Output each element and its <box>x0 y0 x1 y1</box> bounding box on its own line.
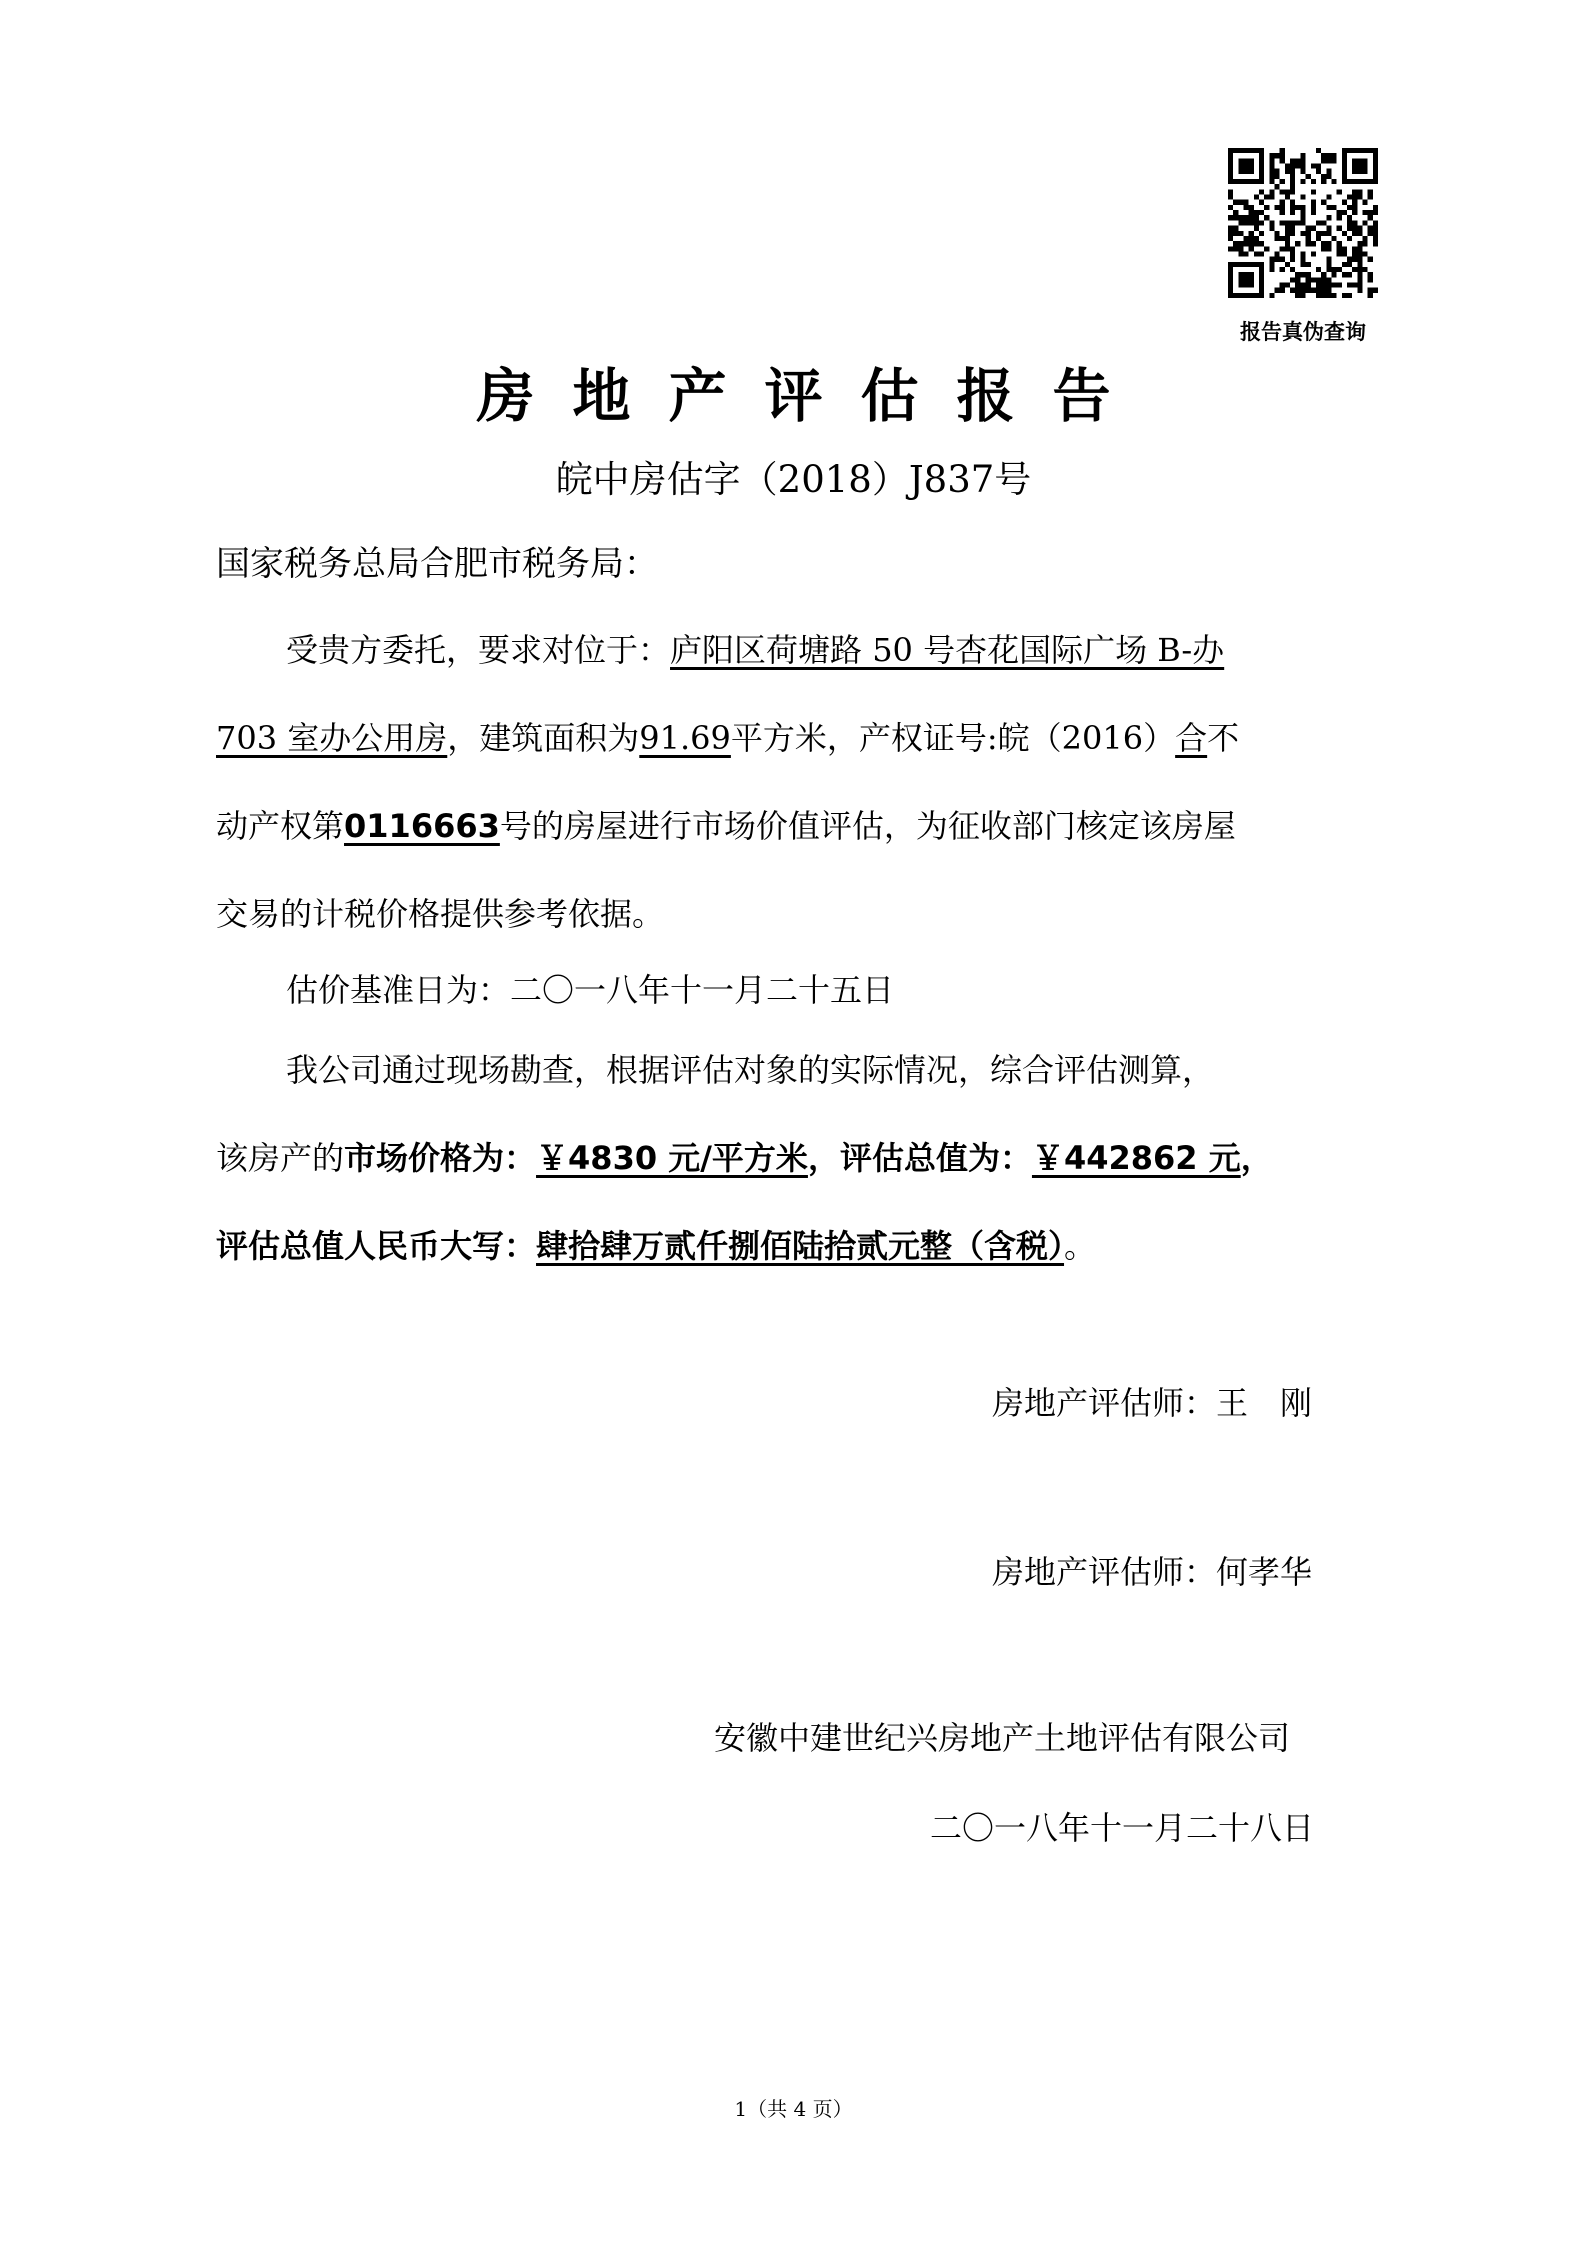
intro-text: 受贵方委托，要求对位于： <box>286 631 671 669</box>
valuation-date: 估价基准日为：二〇一八年十一月二十五日 <box>286 971 895 1009</box>
line-end: 。 <box>1064 1227 1097 1265</box>
rmb-label: 评估总值人民币大写： <box>216 1227 537 1265</box>
paragraph-line <box>216 870 1384 958</box>
property-address: 庐阳区荷塘路 50 号杏花国际广场 B-办 <box>670 631 1225 669</box>
paragraph-line: 我公司通过现场勘查，根据评估对象的实际情况，综合评估测算， <box>286 1051 1215 1089</box>
valuation-date-paragraph <box>216 946 1384 1034</box>
report-date: 二〇一八年十一月二十八日 <box>930 1809 1315 1847</box>
paragraph-line <box>216 782 1384 870</box>
total-value-label: ，评估总值为： <box>807 1139 1032 1177</box>
cert-number: 0116663 <box>344 807 500 845</box>
market-price-label: 市场价格为： <box>344 1139 537 1177</box>
paragraph-line <box>216 694 1384 782</box>
paragraph-line <box>216 1114 1384 1202</box>
area-prefix: ，建筑面积为 <box>447 719 640 757</box>
page-number: 1（共 4 页） <box>734 2097 853 2121</box>
result-paragraph <box>216 1026 1384 1290</box>
commission-paragraph <box>216 606 1384 958</box>
purpose-text: 交易的计税价格提供参考依据。 <box>216 895 665 933</box>
company-name: 安徽中建世纪兴房地产土地评估有限公司 <box>714 1719 1291 1757</box>
building-area: 91.69 <box>639 719 731 757</box>
rmb-amount: 肆拾肆万贰仟捌佰陆拾贰元整（含税） <box>536 1227 1065 1265</box>
document-number: 皖中房估字（2018）J837号 <box>555 458 1032 501</box>
page-title: 房地产评估报告 <box>476 362 1149 430</box>
cert-prefix: 动产权第 <box>216 807 345 845</box>
qr-caption: 报告真伪查询 <box>1240 320 1366 344</box>
total-value: ￥442862 元 <box>1031 1139 1241 1177</box>
result-prefix: 该房产的 <box>216 1139 345 1177</box>
line-end: ， <box>1240 1139 1273 1177</box>
addressee: 国家税务总局合肥市税务局： <box>216 544 658 584</box>
property-address-cont: 703 室办公用房 <box>216 719 448 757</box>
cert-mid: 不 <box>1207 719 1240 757</box>
cert-suffix: 号的房屋进行市场价值评估，为征收部门核定该房屋 <box>499 807 1236 845</box>
paragraph-line <box>216 606 1384 694</box>
qr-code[interactable] <box>1228 148 1378 298</box>
appraiser-signature-2: 房地产评估师：何孝华 <box>992 1553 1313 1591</box>
cert-city: 合 <box>1175 719 1208 757</box>
appraiser-signature-1: 房地产评估师：王 刚 <box>992 1384 1313 1422</box>
unit-price: ￥4830 元/平方米 <box>536 1139 808 1177</box>
area-suffix: 平方米，产权证号:皖（2016） <box>730 719 1176 757</box>
paragraph-line <box>216 1202 1384 1290</box>
